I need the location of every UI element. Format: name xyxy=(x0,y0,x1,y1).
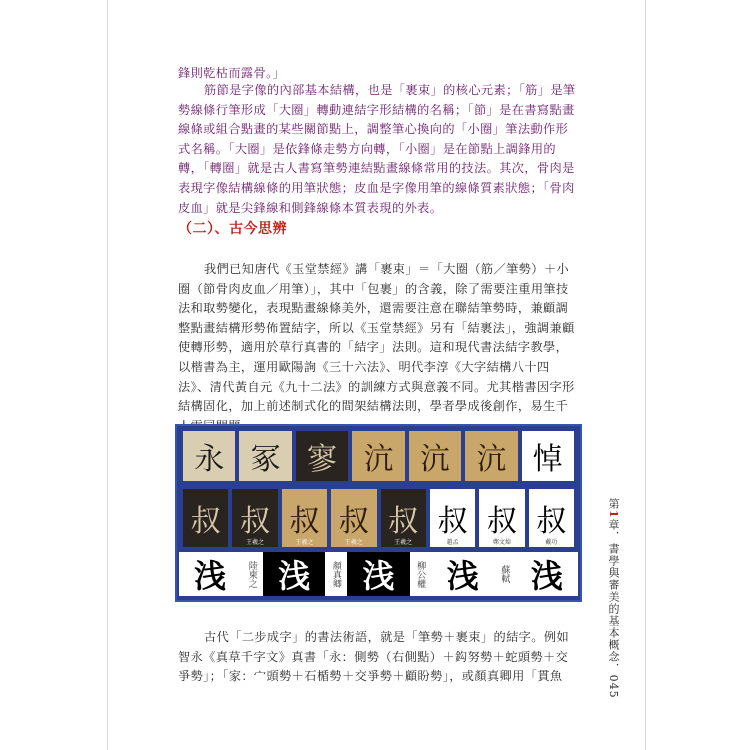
figure-caption: 戴功 xyxy=(545,539,558,546)
calligrapher-label: 陸柬之 xyxy=(246,560,257,588)
figure-caption: 王羲之 xyxy=(246,539,265,546)
chapter-number: 1 xyxy=(607,510,620,519)
figure-caption: 趙孟 xyxy=(446,539,459,546)
calligrapher-label: 顏真卿 xyxy=(330,560,341,588)
paragraph-ancient-modern: 我們已知唐代《玉堂禁經》講「裹束」＝「大圈（筋／筆勢）＋小圈（節骨肉皮血／用筆）」，其中「包裹」的含義，除了需要注重用筆技法和取勢變化，表現點畫線條美外，還需要注意在聯結筆勢時，兼顧調整點畫結構形勢佈置結字，所以《玉堂禁經》另有「結裹法」，強調兼顧使轉形勢，適用於草行真書的「結字」法則。這和現代書法結字教學，以楷書為主，運用歐陽詢《三十六法》、明代李淳《大字結構八十四法》、清代黃自元《九十二法》的訓練方式與意義不同。尤其楷書因字形結構固化，加上前述制式化的間架結構法則，學者學成後創作，易生千 xyxy=(178,262,575,414)
chapter-title-page-number: 章．書學與審美的基本概念．045 xyxy=(607,518,620,699)
figure-caption: 鄭文焯 xyxy=(492,539,511,546)
calligraphy-char: 叔 戴功 xyxy=(529,489,574,547)
figure-caption: 王羲之 xyxy=(295,539,314,546)
book-page xyxy=(107,0,646,750)
calligraphy-char: 浅 xyxy=(347,552,409,596)
calligraphy-char: 叔 趙孟 xyxy=(430,489,475,547)
calligraphy-char: 悼 xyxy=(522,431,574,481)
calligraphy-char: 叔 鄭文焯 xyxy=(479,489,524,547)
calligraphy-char: 叔 王羲之 xyxy=(282,489,327,547)
calligraphy-char: 沆 xyxy=(465,431,517,481)
figure-row-3 xyxy=(179,552,578,596)
calligraphy-char: 永 xyxy=(183,431,235,481)
chapter-running-head xyxy=(605,498,621,699)
calligraphy-char: 叔 王羲之 xyxy=(381,489,426,547)
figure-row-2 xyxy=(183,489,574,547)
section-heading: （二）、古今思辨 xyxy=(178,221,287,237)
calligrapher-label: 蘇軾 xyxy=(499,565,510,583)
calligraphy-char: 沆 xyxy=(352,431,404,481)
paragraph-continuation: 鋒則乾枯而露骨。」 xyxy=(178,66,286,80)
paragraph-sinews-joints: 筋節是字像的內部基本結構，也是「裹束」的核心元素；「筋」是筆勢線條行筆形成「大圈」轉動連結字形結構的名稱；「節」是在書寫點畫線條或組合點畫的某些關節點上，調整筆心換向的「小圈」筆法動作形式名稱。「大圈」是依鋒條走勢方向轉，「小圈」是在節點上調鋒用的轉，「轉圈」就是古人書寫筆勢連結點畫線條常用的技法。其次，骨肉是表現字像結構線條的用筆狀態；皮血是字像用筆的線條質素狀態；「骨肉皮血」就是尖鋒線和側鋒線條本質表現的外表。 xyxy=(178,83,576,215)
calligraphy-char: 浅 xyxy=(263,552,325,596)
calligraphy-char: 叔 王羲之 xyxy=(232,489,277,547)
figure-row-1 xyxy=(183,431,574,481)
chapter-prefix: 第 xyxy=(607,498,620,510)
calligraphy-char: 寥 xyxy=(296,431,348,481)
calligraphy-char: 沆 xyxy=(409,431,461,481)
calligraphy-char: 冢 xyxy=(239,431,291,481)
calligrapher-label: 柳公權 xyxy=(415,560,426,588)
figure-caption: 王羲之 xyxy=(394,539,413,546)
calligraphy-char: 叔 xyxy=(183,489,228,547)
calligraphy-figure xyxy=(175,424,582,602)
figure-caption: 王羲之 xyxy=(344,539,363,546)
paragraph-two-step: 古代「二步成字」的書法術語，就是「筆勢＋裹束」的結字。例如智永《真草千字文》真書「永：側勢（右側點）＋鈎努勢＋蛇頭勢＋交爭勢」；「家：宀頭勢＋石楯勢＋交爭勢＋顧盼勢」，或顏真卿用「貫魚 xyxy=(178,630,570,684)
calligraphy-char: 叔 王羲之 xyxy=(331,489,376,547)
calligraphy-char: 浅 xyxy=(516,552,578,596)
calligraphy-char: 浅 xyxy=(179,552,241,596)
calligraphy-char: 浅 xyxy=(432,552,494,596)
